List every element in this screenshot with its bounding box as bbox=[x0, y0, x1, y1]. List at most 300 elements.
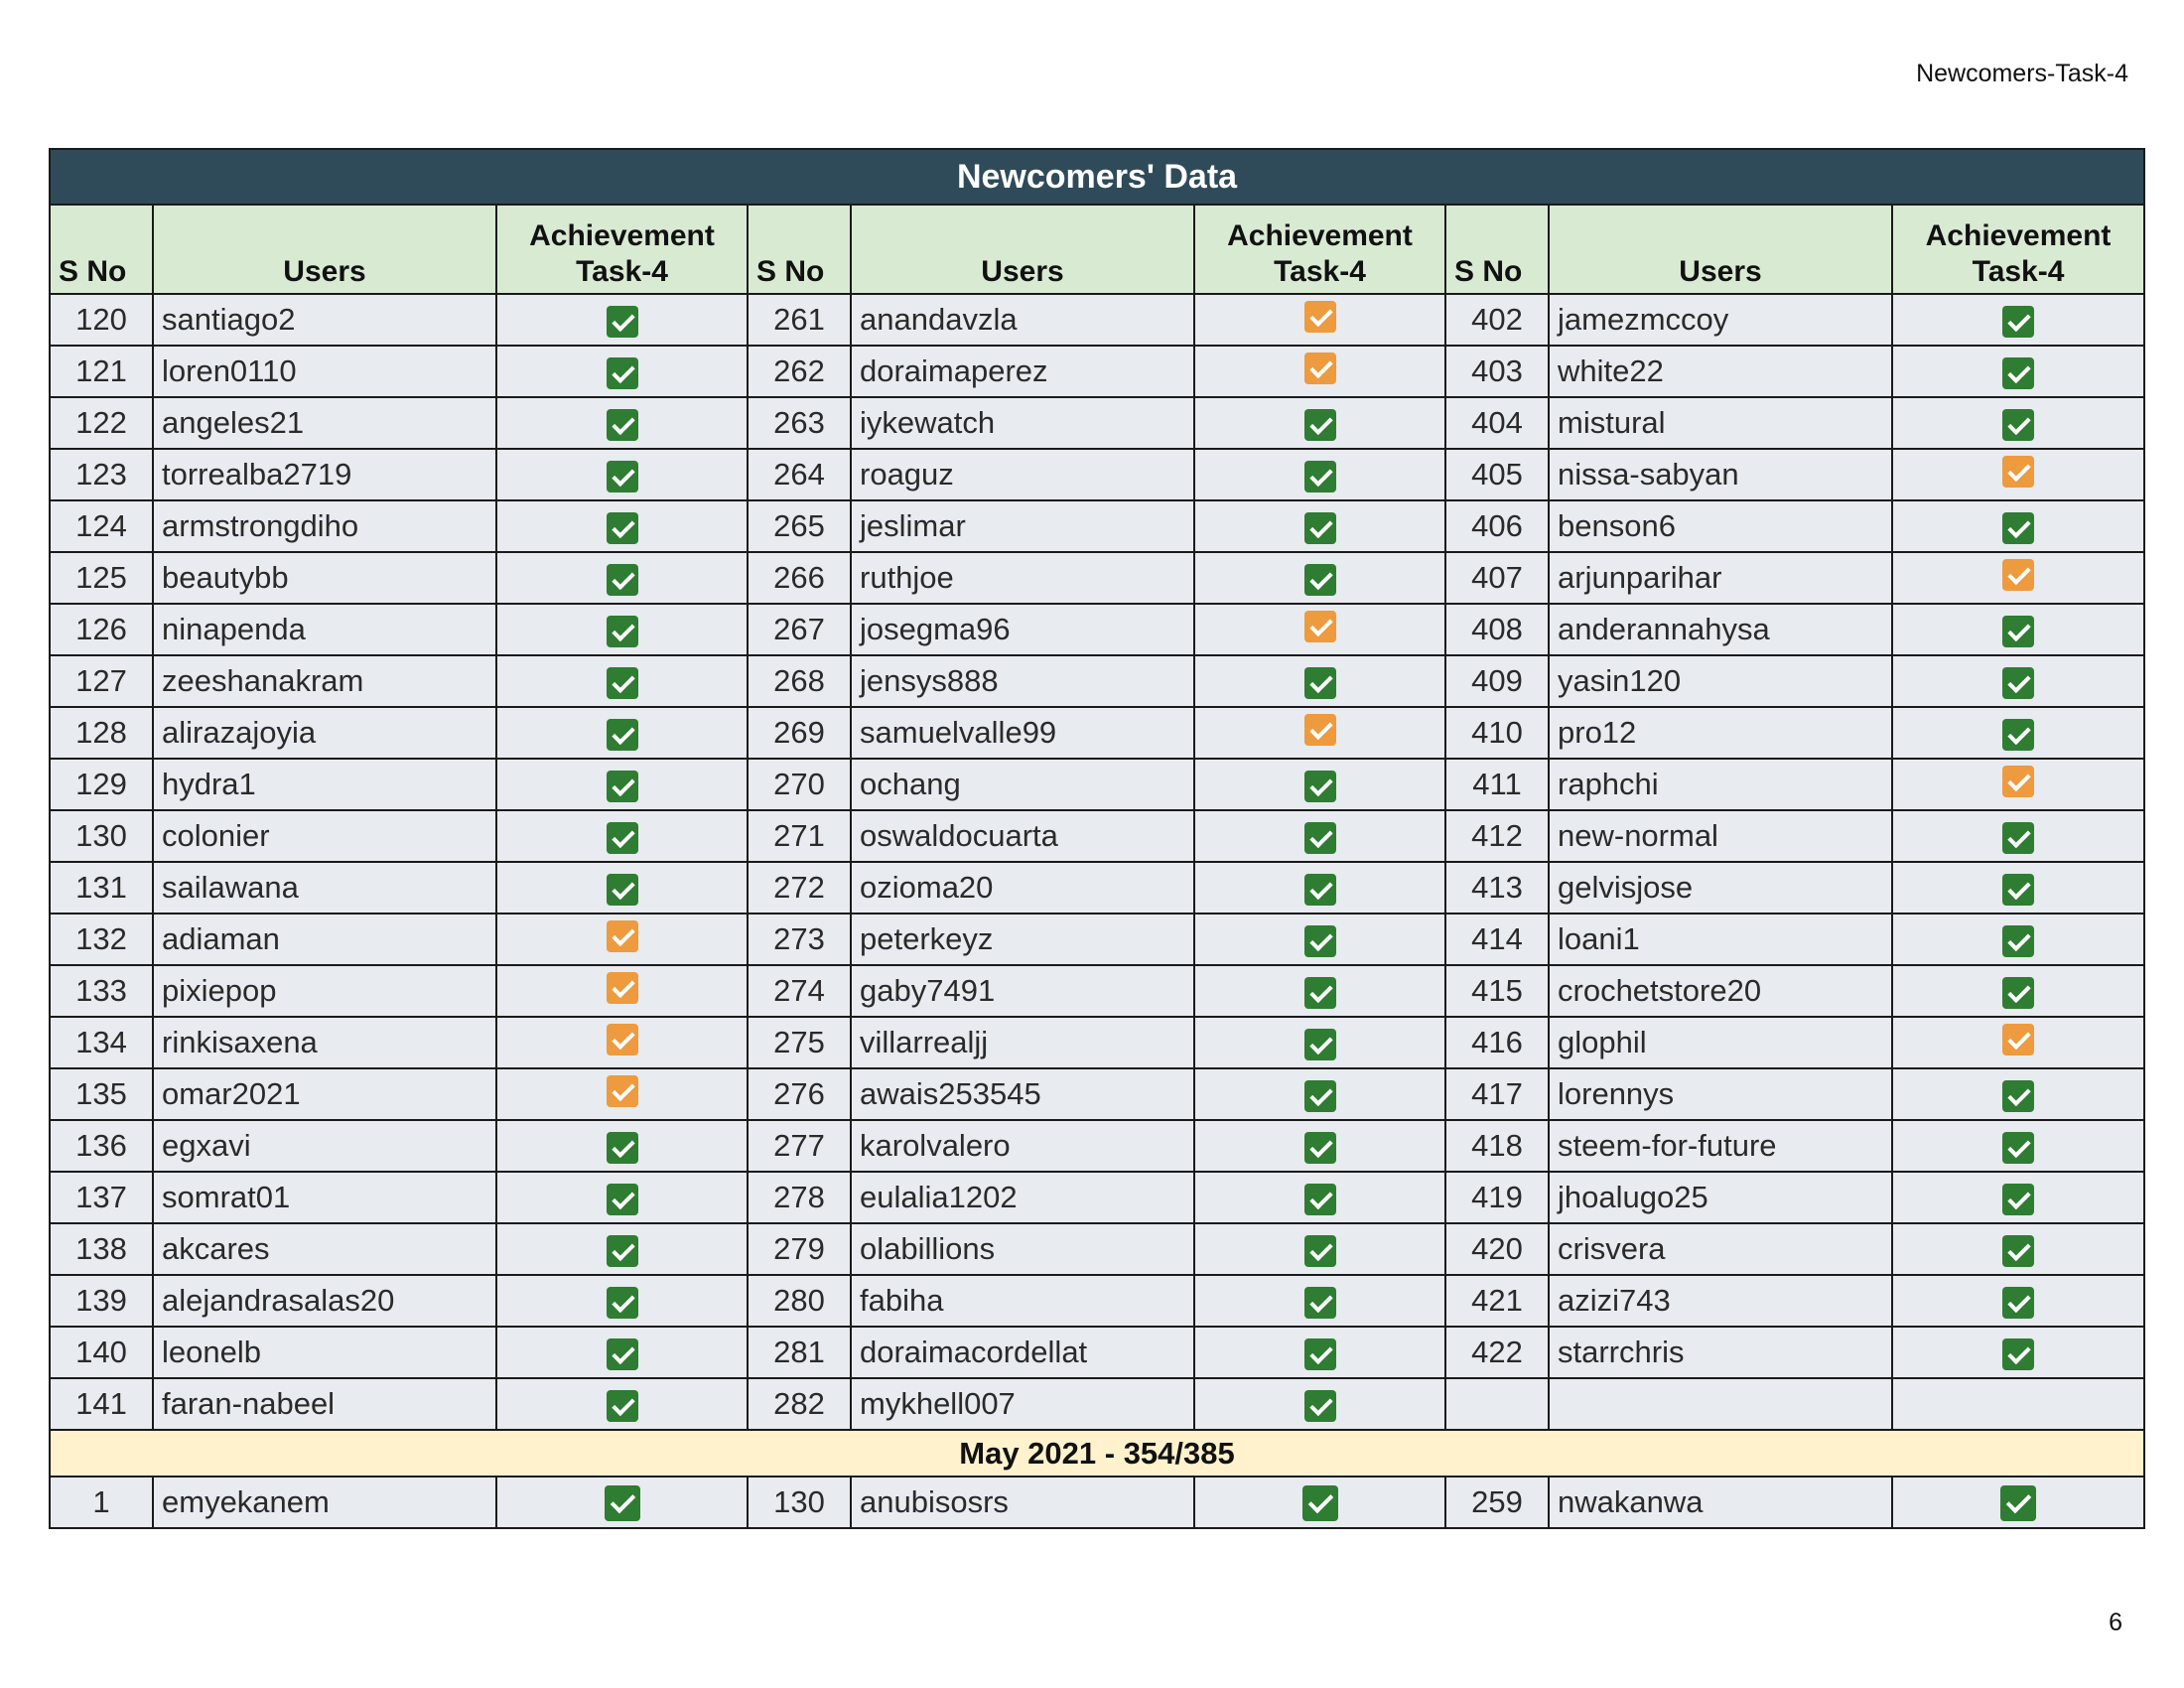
achievement-cell bbox=[1194, 1327, 1445, 1378]
serial-number-cell: 405 bbox=[1445, 449, 1549, 500]
achievement-cell bbox=[1892, 1327, 2144, 1378]
achievement-cell bbox=[1892, 1017, 2144, 1068]
checkbox-checked-icon bbox=[607, 667, 638, 699]
achievement-cell bbox=[1892, 397, 2144, 449]
username-cell: anandavzla bbox=[851, 294, 1194, 346]
achievement-cell bbox=[496, 1378, 748, 1430]
achievement-cell bbox=[1194, 1378, 1445, 1430]
table-row bbox=[50, 500, 2144, 552]
checkbox-checked-icon bbox=[607, 1235, 638, 1267]
username-cell: sailawana bbox=[153, 862, 496, 914]
serial-number-cell: 140 bbox=[50, 1327, 153, 1378]
achievement-cell bbox=[1194, 759, 1445, 810]
achievement-cell bbox=[1194, 655, 1445, 707]
checkbox-checked-icon bbox=[1304, 714, 1336, 746]
serial-number-cell: 403 bbox=[1445, 346, 1549, 397]
username-cell: ruthjoe bbox=[851, 552, 1194, 604]
username-cell: gaby7491 bbox=[851, 965, 1194, 1017]
serial-number-cell: 263 bbox=[748, 397, 851, 449]
serial-number-cell: 134 bbox=[50, 1017, 153, 1068]
table-row bbox=[50, 914, 2144, 965]
checkbox-checked-icon bbox=[607, 1075, 638, 1107]
checkbox-checked-icon bbox=[607, 1132, 638, 1164]
username-cell: leonelb bbox=[153, 1327, 496, 1378]
serial-number-cell: 136 bbox=[50, 1120, 153, 1172]
column-header-sno: S No bbox=[748, 205, 851, 294]
serial-number-cell: 133 bbox=[50, 965, 153, 1017]
table-row bbox=[50, 604, 2144, 655]
achievement-cell bbox=[1892, 1223, 2144, 1275]
table-row bbox=[50, 655, 2144, 707]
column-header-row bbox=[50, 205, 2144, 294]
achievement-cell bbox=[1892, 914, 2144, 965]
serial-number-cell: 127 bbox=[50, 655, 153, 707]
achievement-cell bbox=[1892, 759, 2144, 810]
username-cell: rinkisaxena bbox=[153, 1017, 496, 1068]
table-row bbox=[50, 397, 2144, 449]
achievement-cell bbox=[1892, 1378, 2144, 1430]
table-row bbox=[50, 1477, 2144, 1528]
username-cell: jeslimar bbox=[851, 500, 1194, 552]
username-cell: jhoalugo25 bbox=[1549, 1172, 1892, 1223]
serial-number-cell: 280 bbox=[748, 1275, 851, 1327]
achievement-cell bbox=[1194, 1477, 1445, 1528]
table-row bbox=[50, 1275, 2144, 1327]
username-cell: adiaman bbox=[153, 914, 496, 965]
username-cell: egxavi bbox=[153, 1120, 496, 1172]
achievement-cell bbox=[496, 655, 748, 707]
achievement-cell bbox=[496, 1017, 748, 1068]
username-cell: ochang bbox=[851, 759, 1194, 810]
serial-number-cell: 282 bbox=[748, 1378, 851, 1430]
checkbox-checked-icon bbox=[1304, 925, 1336, 957]
checkbox-checked-icon bbox=[1304, 667, 1336, 699]
section-title: May 2021 - 354/385 bbox=[50, 1430, 2144, 1477]
username-cell: crochetstore20 bbox=[1549, 965, 1892, 1017]
username-cell: ninapenda bbox=[153, 604, 496, 655]
checkbox-checked-icon bbox=[1304, 1184, 1336, 1215]
serial-number-cell: 420 bbox=[1445, 1223, 1549, 1275]
username-cell: ozioma20 bbox=[851, 862, 1194, 914]
serial-number-cell: 262 bbox=[748, 346, 851, 397]
achievement-cell bbox=[1892, 294, 2144, 346]
serial-number-cell: 271 bbox=[748, 810, 851, 862]
username-cell: jamezmccoy bbox=[1549, 294, 1892, 346]
achievement-cell bbox=[1892, 810, 2144, 862]
checkbox-checked-icon bbox=[1304, 301, 1336, 333]
checkbox-checked-icon bbox=[2002, 822, 2034, 854]
column-header-achievement-line1: Achievement bbox=[1227, 219, 1413, 253]
username-cell: pixiepop bbox=[153, 965, 496, 1017]
achievement-cell bbox=[1194, 914, 1445, 965]
checkbox-checked-icon bbox=[607, 1390, 638, 1422]
achievement-cell bbox=[496, 1327, 748, 1378]
serial-number-cell: 410 bbox=[1445, 707, 1549, 759]
checkbox-checked-icon bbox=[1304, 1390, 1336, 1422]
serial-number-cell: 276 bbox=[748, 1068, 851, 1120]
checkbox-checked-icon bbox=[1304, 977, 1336, 1009]
username-cell: white22 bbox=[1549, 346, 1892, 397]
checkbox-checked-icon bbox=[2002, 409, 2034, 441]
achievement-cell bbox=[1194, 346, 1445, 397]
checkbox-checked-icon bbox=[2002, 925, 2034, 957]
checkbox-checked-icon bbox=[607, 306, 638, 338]
table-row bbox=[50, 707, 2144, 759]
username-cell: oswaldocuarta bbox=[851, 810, 1194, 862]
username-cell: yasin120 bbox=[1549, 655, 1892, 707]
serial-number-cell: 131 bbox=[50, 862, 153, 914]
username-cell: fabiha bbox=[851, 1275, 1194, 1327]
username-cell: loani1 bbox=[1549, 914, 1892, 965]
achievement-cell bbox=[496, 1172, 748, 1223]
table-row bbox=[50, 1378, 2144, 1430]
table-body bbox=[50, 294, 2144, 1528]
username-cell: steem-for-future bbox=[1549, 1120, 1892, 1172]
serial-number-cell: 274 bbox=[748, 965, 851, 1017]
table-row bbox=[50, 294, 2144, 346]
column-header-achievement bbox=[1194, 205, 1445, 294]
checkbox-checked-icon bbox=[607, 771, 638, 802]
checkbox-checked-icon bbox=[2002, 977, 2034, 1009]
achievement-cell bbox=[1892, 707, 2144, 759]
checkbox-checked-icon bbox=[1304, 409, 1336, 441]
achievement-cell bbox=[496, 707, 748, 759]
achievement-cell bbox=[1194, 500, 1445, 552]
username-cell: nwakanwa bbox=[1549, 1477, 1892, 1528]
serial-number-cell: 412 bbox=[1445, 810, 1549, 862]
username-cell: loren0110 bbox=[153, 346, 496, 397]
achievement-cell bbox=[1892, 604, 2144, 655]
achievement-cell bbox=[496, 1275, 748, 1327]
serial-number-cell: 139 bbox=[50, 1275, 153, 1327]
checkbox-checked-icon bbox=[2002, 357, 2034, 389]
username-cell: nissa-sabyan bbox=[1549, 449, 1892, 500]
column-header-sno: S No bbox=[50, 205, 153, 294]
username-cell: glophil bbox=[1549, 1017, 1892, 1068]
serial-number-cell: 419 bbox=[1445, 1172, 1549, 1223]
username-cell: raphchi bbox=[1549, 759, 1892, 810]
table-row bbox=[50, 1172, 2144, 1223]
serial-number-cell: 415 bbox=[1445, 965, 1549, 1017]
username-cell: santiago2 bbox=[153, 294, 496, 346]
username-cell: arjunparihar bbox=[1549, 552, 1892, 604]
achievement-cell bbox=[1194, 1223, 1445, 1275]
username-cell: pro12 bbox=[1549, 707, 1892, 759]
username-cell: crisvera bbox=[1549, 1223, 1892, 1275]
username-cell: lorennys bbox=[1549, 1068, 1892, 1120]
username-cell: mistural bbox=[1549, 397, 1892, 449]
achievement-cell bbox=[496, 552, 748, 604]
checkbox-checked-icon bbox=[1304, 1287, 1336, 1319]
serial-number-cell: 128 bbox=[50, 707, 153, 759]
table-row bbox=[50, 1223, 2144, 1275]
achievement-cell bbox=[1892, 1120, 2144, 1172]
table-row bbox=[50, 759, 2144, 810]
table-row bbox=[50, 965, 2144, 1017]
checkbox-checked-icon bbox=[1304, 352, 1336, 384]
username-cell: azizi743 bbox=[1549, 1275, 1892, 1327]
serial-number-cell: 130 bbox=[50, 810, 153, 862]
checkbox-checked-icon bbox=[1304, 461, 1336, 492]
checkbox-checked-icon bbox=[607, 461, 638, 492]
username-cell: benson6 bbox=[1549, 500, 1892, 552]
checkbox-checked-icon bbox=[2002, 306, 2034, 338]
username-cell: starrchris bbox=[1549, 1327, 1892, 1378]
username-cell: doraimaperez bbox=[851, 346, 1194, 397]
section-header-row bbox=[50, 1430, 2144, 1477]
checkbox-checked-icon bbox=[2002, 1184, 2034, 1215]
serial-number-cell: 408 bbox=[1445, 604, 1549, 655]
serial-number-cell: 126 bbox=[50, 604, 153, 655]
username-cell: alejandrasalas20 bbox=[153, 1275, 496, 1327]
checkbox-checked-icon bbox=[1304, 564, 1336, 596]
serial-number-cell: 269 bbox=[748, 707, 851, 759]
page-number: 6 bbox=[2109, 1609, 2122, 1636]
checkbox-checked-icon bbox=[607, 564, 638, 596]
serial-number-cell: 273 bbox=[748, 914, 851, 965]
achievement-cell bbox=[1892, 449, 2144, 500]
checkbox-checked-icon bbox=[1304, 512, 1336, 544]
column-header-achievement-line2: Task-4 bbox=[576, 254, 668, 288]
serial-number-cell: 279 bbox=[748, 1223, 851, 1275]
column-header-achievement-line1: Achievement bbox=[529, 219, 715, 253]
checkbox-checked-icon bbox=[607, 512, 638, 544]
achievement-cell bbox=[1194, 862, 1445, 914]
achievement-cell bbox=[496, 294, 748, 346]
achievement-cell bbox=[1194, 1172, 1445, 1223]
checkbox-checked-icon bbox=[607, 1338, 638, 1370]
achievement-cell bbox=[1194, 397, 1445, 449]
checkbox-checked-icon bbox=[607, 616, 638, 647]
serial-number-cell: 421 bbox=[1445, 1275, 1549, 1327]
serial-number-cell: 275 bbox=[748, 1017, 851, 1068]
achievement-cell bbox=[1892, 500, 2144, 552]
column-header-achievement-line1: Achievement bbox=[1925, 219, 2112, 253]
table-title: Newcomers' Data bbox=[50, 149, 2144, 205]
achievement-cell bbox=[496, 500, 748, 552]
table-row bbox=[50, 862, 2144, 914]
checkbox-checked-icon bbox=[607, 874, 638, 906]
achievement-cell bbox=[1194, 707, 1445, 759]
achievement-cell bbox=[496, 1120, 748, 1172]
username-cell: somrat01 bbox=[153, 1172, 496, 1223]
username-cell: anderannahysa bbox=[1549, 604, 1892, 655]
serial-number-cell: 413 bbox=[1445, 862, 1549, 914]
serial-number-cell: 409 bbox=[1445, 655, 1549, 707]
username-cell: samuelvalle99 bbox=[851, 707, 1194, 759]
username-cell: faran-nabeel bbox=[153, 1378, 496, 1430]
serial-number-cell: 270 bbox=[748, 759, 851, 810]
achievement-cell bbox=[1194, 294, 1445, 346]
checkbox-checked-icon bbox=[1304, 771, 1336, 802]
serial-number-cell: 418 bbox=[1445, 1120, 1549, 1172]
serial-number-cell: 264 bbox=[748, 449, 851, 500]
checkbox-checked-icon bbox=[607, 1184, 638, 1215]
serial-number-cell: 267 bbox=[748, 604, 851, 655]
serial-number-cell: 416 bbox=[1445, 1017, 1549, 1068]
checkbox-checked-icon bbox=[2000, 1485, 2036, 1521]
username-cell: armstrongdiho bbox=[153, 500, 496, 552]
serial-number-cell: 129 bbox=[50, 759, 153, 810]
achievement-cell bbox=[1892, 965, 2144, 1017]
checkbox-checked-icon bbox=[607, 1287, 638, 1319]
column-header-achievement bbox=[496, 205, 748, 294]
checkbox-checked-icon bbox=[2002, 1287, 2034, 1319]
checkbox-checked-icon bbox=[1304, 822, 1336, 854]
achievement-cell bbox=[1892, 1068, 2144, 1120]
achievement-cell bbox=[1892, 1172, 2144, 1223]
username-cell: new-normal bbox=[1549, 810, 1892, 862]
serial-number-cell: 259 bbox=[1445, 1477, 1549, 1528]
achievement-cell bbox=[1194, 552, 1445, 604]
serial-number-cell: 278 bbox=[748, 1172, 851, 1223]
serial-number-cell: 125 bbox=[50, 552, 153, 604]
achievement-cell bbox=[1892, 1275, 2144, 1327]
username-cell: hydra1 bbox=[153, 759, 496, 810]
checkbox-checked-icon bbox=[2002, 456, 2034, 488]
column-header-sno: S No bbox=[1445, 205, 1549, 294]
table-row bbox=[50, 1327, 2144, 1378]
table-row bbox=[50, 1017, 2144, 1068]
checkbox-checked-icon bbox=[2002, 1080, 2034, 1112]
table-row bbox=[50, 552, 2144, 604]
username-cell: karolvalero bbox=[851, 1120, 1194, 1172]
achievement-cell bbox=[496, 759, 748, 810]
serial-number-cell: 417 bbox=[1445, 1068, 1549, 1120]
username-cell: gelvisjose bbox=[1549, 862, 1892, 914]
checkbox-checked-icon bbox=[2002, 1338, 2034, 1370]
serial-number-cell bbox=[1445, 1378, 1549, 1430]
serial-number-cell: 272 bbox=[748, 862, 851, 914]
column-header-achievement bbox=[1892, 205, 2144, 294]
serial-number-cell: 1 bbox=[50, 1477, 153, 1528]
checkbox-checked-icon bbox=[607, 920, 638, 952]
serial-number-cell: 122 bbox=[50, 397, 153, 449]
table-row bbox=[50, 346, 2144, 397]
checkbox-checked-icon bbox=[607, 1024, 638, 1055]
serial-number-cell: 135 bbox=[50, 1068, 153, 1120]
achievement-cell bbox=[496, 1223, 748, 1275]
checkbox-checked-icon bbox=[607, 409, 638, 441]
username-cell: awais253545 bbox=[851, 1068, 1194, 1120]
checkbox-checked-icon bbox=[2002, 559, 2034, 591]
serial-number-cell: 402 bbox=[1445, 294, 1549, 346]
achievement-cell bbox=[1194, 965, 1445, 1017]
serial-number-cell: 130 bbox=[748, 1477, 851, 1528]
checkbox-checked-icon bbox=[607, 822, 638, 854]
newcomers-data-table bbox=[49, 148, 2145, 1529]
table-row bbox=[50, 1068, 2144, 1120]
username-cell: josegma96 bbox=[851, 604, 1194, 655]
username-cell: alirazajoyia bbox=[153, 707, 496, 759]
table-row bbox=[50, 810, 2144, 862]
achievement-cell bbox=[496, 346, 748, 397]
username-cell: omar2021 bbox=[153, 1068, 496, 1120]
achievement-cell bbox=[496, 914, 748, 965]
checkbox-checked-icon bbox=[2002, 874, 2034, 906]
checkbox-checked-icon bbox=[1304, 1235, 1336, 1267]
checkbox-checked-icon bbox=[2002, 512, 2034, 544]
checkbox-checked-icon bbox=[1304, 1080, 1336, 1112]
achievement-cell bbox=[496, 1477, 748, 1528]
achievement-cell bbox=[496, 862, 748, 914]
serial-number-cell: 407 bbox=[1445, 552, 1549, 604]
checkbox-checked-icon bbox=[2002, 719, 2034, 751]
serial-number-cell: 268 bbox=[748, 655, 851, 707]
checkbox-checked-icon bbox=[2002, 1132, 2034, 1164]
serial-number-cell: 414 bbox=[1445, 914, 1549, 965]
achievement-cell bbox=[496, 604, 748, 655]
achievement-cell bbox=[1194, 1120, 1445, 1172]
username-cell: eulalia1202 bbox=[851, 1172, 1194, 1223]
document-header-label: Newcomers-Task-4 bbox=[1916, 60, 2128, 87]
checkbox-checked-icon bbox=[605, 1485, 640, 1521]
serial-number-cell: 124 bbox=[50, 500, 153, 552]
checkbox-checked-icon bbox=[1304, 1029, 1336, 1060]
checkbox-checked-icon bbox=[2002, 1024, 2034, 1055]
achievement-cell bbox=[496, 449, 748, 500]
serial-number-cell: 266 bbox=[748, 552, 851, 604]
username-cell: beautybb bbox=[153, 552, 496, 604]
achievement-cell bbox=[496, 965, 748, 1017]
serial-number-cell: 120 bbox=[50, 294, 153, 346]
table-row bbox=[50, 449, 2144, 500]
serial-number-cell: 137 bbox=[50, 1172, 153, 1223]
column-header-users: Users bbox=[851, 205, 1194, 294]
table-row bbox=[50, 1120, 2144, 1172]
serial-number-cell: 265 bbox=[748, 500, 851, 552]
serial-number-cell: 121 bbox=[50, 346, 153, 397]
achievement-cell bbox=[1194, 604, 1445, 655]
checkbox-checked-icon bbox=[1302, 1485, 1338, 1521]
username-cell: angeles21 bbox=[153, 397, 496, 449]
serial-number-cell: 404 bbox=[1445, 397, 1549, 449]
column-header-users: Users bbox=[1549, 205, 1892, 294]
username-cell: jensys888 bbox=[851, 655, 1194, 707]
achievement-cell bbox=[1892, 1477, 2144, 1528]
achievement-cell bbox=[1892, 862, 2144, 914]
checkbox-checked-icon bbox=[2002, 616, 2034, 647]
serial-number-cell: 406 bbox=[1445, 500, 1549, 552]
serial-number-cell: 123 bbox=[50, 449, 153, 500]
column-header-achievement-line2: Task-4 bbox=[1972, 254, 2065, 288]
achievement-cell bbox=[1194, 449, 1445, 500]
checkbox-checked-icon bbox=[2002, 1235, 2034, 1267]
checkbox-checked-icon bbox=[2002, 667, 2034, 699]
achievement-cell bbox=[1194, 1017, 1445, 1068]
checkbox-checked-icon bbox=[607, 972, 638, 1004]
checkbox-checked-icon bbox=[1304, 874, 1336, 906]
column-header-users: Users bbox=[153, 205, 496, 294]
serial-number-cell: 277 bbox=[748, 1120, 851, 1172]
achievement-cell bbox=[1892, 655, 2144, 707]
achievement-cell bbox=[496, 1068, 748, 1120]
column-header-achievement-line2: Task-4 bbox=[1274, 254, 1366, 288]
achievement-cell bbox=[496, 397, 748, 449]
checkbox-checked-icon bbox=[607, 357, 638, 389]
serial-number-cell: 138 bbox=[50, 1223, 153, 1275]
username-cell: doraimacordellat bbox=[851, 1327, 1194, 1378]
username-cell: akcares bbox=[153, 1223, 496, 1275]
serial-number-cell: 422 bbox=[1445, 1327, 1549, 1378]
serial-number-cell: 132 bbox=[50, 914, 153, 965]
username-cell: zeeshanakram bbox=[153, 655, 496, 707]
achievement-cell bbox=[1892, 346, 2144, 397]
checkbox-checked-icon bbox=[1304, 1338, 1336, 1370]
username-cell: anubisosrs bbox=[851, 1477, 1194, 1528]
username-cell: colonier bbox=[153, 810, 496, 862]
checkbox-checked-icon bbox=[2002, 766, 2034, 797]
